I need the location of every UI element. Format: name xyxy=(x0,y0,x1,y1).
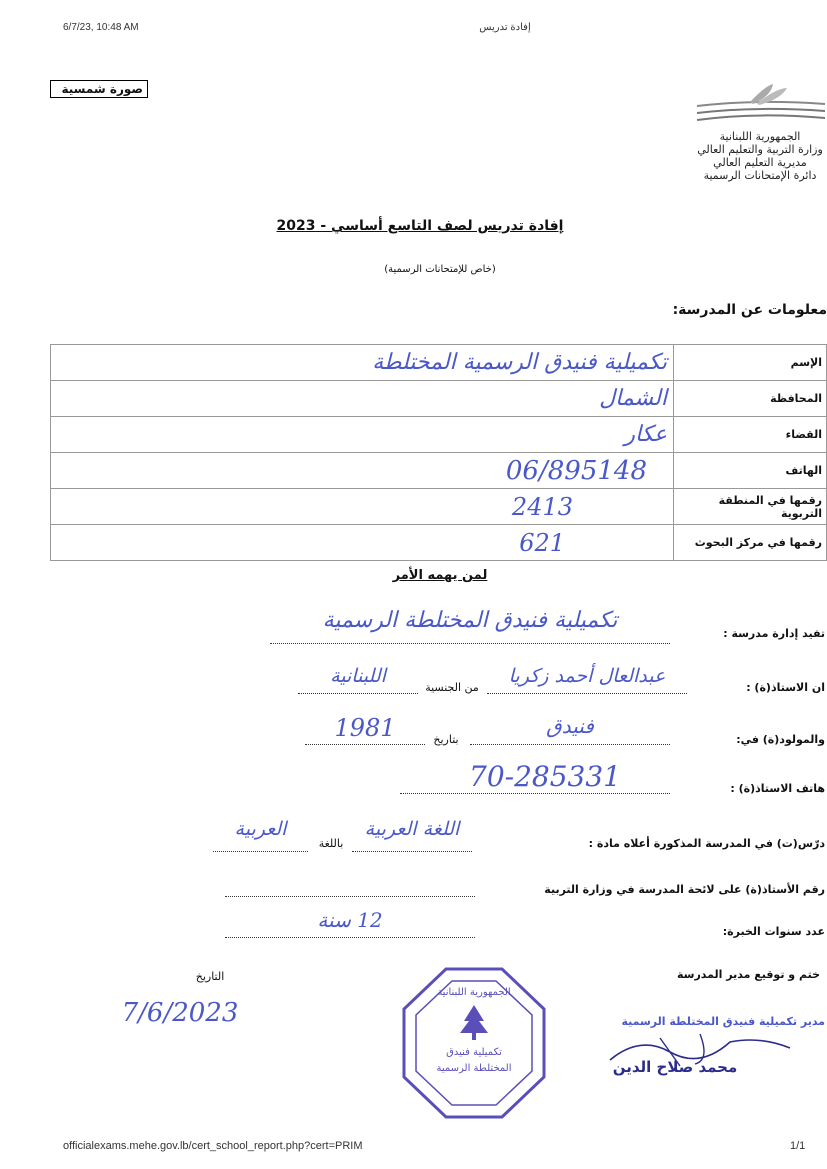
photo-label: صورة شمسية xyxy=(61,82,143,96)
ministry-list-number-label: رقم الأستاذ(ة) على لائحة المدرسة في وزارة التربية xyxy=(544,883,825,896)
ministry-header xyxy=(690,130,827,182)
to-whom-heading: لمن يهمه الأمر xyxy=(392,568,488,583)
edu-region-number-value-cell xyxy=(51,489,674,525)
ministry-list-number-line xyxy=(225,895,475,897)
subject-line xyxy=(352,850,472,852)
governorate-label: المحافظة xyxy=(674,381,827,417)
print-page-title: إفادة تدريس xyxy=(479,22,531,33)
school-name-label: الإسم xyxy=(674,345,827,381)
ministry-line-3: مديرية التعليم العالي xyxy=(713,156,807,169)
teacher-phone-label: هاتف الاستاذ(ة) : xyxy=(730,782,825,795)
school-admin-value: تكميلية فنيدق المختلطة الرسمية xyxy=(322,608,618,633)
research-center-number-label: رقمها في مركز البحوث xyxy=(674,525,827,561)
director-name: محمد صلاح الدين xyxy=(612,1058,738,1076)
school-info-table xyxy=(50,344,827,561)
born-in-label: والمولود(ة) في: xyxy=(736,733,825,746)
edu-region-number-value: 2413 xyxy=(511,492,573,521)
official-stamp xyxy=(398,963,550,1123)
school-info-heading: معلومات عن المدرسة: xyxy=(672,302,827,318)
born-in-value: فنيدق xyxy=(546,714,594,738)
stamp-top-text: الجمهورية اللبنانية xyxy=(437,987,511,998)
cedar-icon xyxy=(460,1005,488,1040)
director-title: مدير تكميلية فنيدق المختلطة الرسمية xyxy=(621,1015,825,1028)
table-row xyxy=(51,525,827,561)
experience-value: 12 سنة xyxy=(317,908,383,932)
stamp-center-line-1: تكميلية فنيدق xyxy=(446,1047,502,1058)
research-center-number-value: 621 xyxy=(519,528,565,557)
print-datetime: 6/7/23, 10:48 AM xyxy=(63,22,139,33)
phone-value-cell xyxy=(51,453,674,489)
stamp-center-line-2: المختلطة الرسمية xyxy=(436,1063,512,1074)
language-line xyxy=(213,850,308,852)
table-row xyxy=(51,417,827,453)
school-name-value: تكميلية فنيدق الرسمية المختلطة xyxy=(372,350,667,375)
footer-page-number: 1/1 xyxy=(790,1140,806,1152)
document-title: إفادة تدريس لصف التاسع أساسي - 2023 xyxy=(276,218,564,234)
ministry-line-4: دائرة الإمتحانات الرسمية xyxy=(703,169,817,182)
governorate-value-cell xyxy=(51,381,674,417)
language-label: باللغة xyxy=(318,837,344,850)
teacher-value: عبدالعال أحمد زكريا xyxy=(508,665,666,687)
birth-date-label: بتاريخ xyxy=(433,733,459,746)
teacher-label: ان الاستاذ(ة) : xyxy=(746,681,825,694)
footer-url: officialexams.mehe.gov.lb/cert_school_report.php?cert=PRIM xyxy=(63,1140,363,1152)
teacher-phone-value: 70-285331 xyxy=(469,760,621,793)
governorate-value: الشمال xyxy=(599,386,667,411)
signature-date-value: 7/6/2023 xyxy=(121,998,239,1028)
table-row xyxy=(51,489,827,525)
ministry-line-1: الجمهورية اللبنانية xyxy=(719,130,801,143)
edu-region-number-label: رقمها في المنطقة التربوية xyxy=(674,489,827,525)
language-value: العربية xyxy=(234,818,287,840)
district-value-cell xyxy=(51,417,674,453)
district-value: عكار xyxy=(624,422,667,447)
ministry-logo-icon xyxy=(695,82,827,127)
document-subtitle: (خاص للإمتحانات الرسمية) xyxy=(384,264,496,275)
experience-label: عدد سنوات الخبرة: xyxy=(722,925,825,938)
subject-value: اللغة العربية xyxy=(364,818,460,840)
experience-line xyxy=(225,936,475,938)
seal-signature-label: ختم و توقيع مدير المدرسة xyxy=(676,968,820,981)
birth-date-value: 1981 xyxy=(334,714,396,742)
school-admin-line xyxy=(270,642,670,644)
nationality-value: اللبنانية xyxy=(330,665,386,687)
research-center-number-value-cell xyxy=(51,525,674,561)
born-in-line xyxy=(470,743,670,745)
ministry-line-2: وزارة التربية والتعليم العالي xyxy=(697,143,823,156)
teacher-line xyxy=(487,692,687,694)
signature-date-label: التاريخ xyxy=(195,970,225,983)
birth-date-line xyxy=(305,743,425,745)
taught-subject-label: درّس(ت) في المدرسة المذكورة أعلاه مادة : xyxy=(588,837,825,850)
nationality-label: من الجنسية xyxy=(425,681,479,694)
nationality-line xyxy=(298,692,418,694)
table-row xyxy=(51,453,827,489)
school-admin-label: تفيد إدارة مدرسة : xyxy=(723,627,825,640)
photo-placeholder xyxy=(50,80,148,98)
table-row xyxy=(51,381,827,417)
school-name-value-cell xyxy=(51,345,674,381)
school-phone-label: الهاتف xyxy=(674,453,827,489)
school-phone-value: 06/895148 xyxy=(505,455,647,486)
table-row xyxy=(51,345,827,381)
district-label: القضاء xyxy=(674,417,827,453)
